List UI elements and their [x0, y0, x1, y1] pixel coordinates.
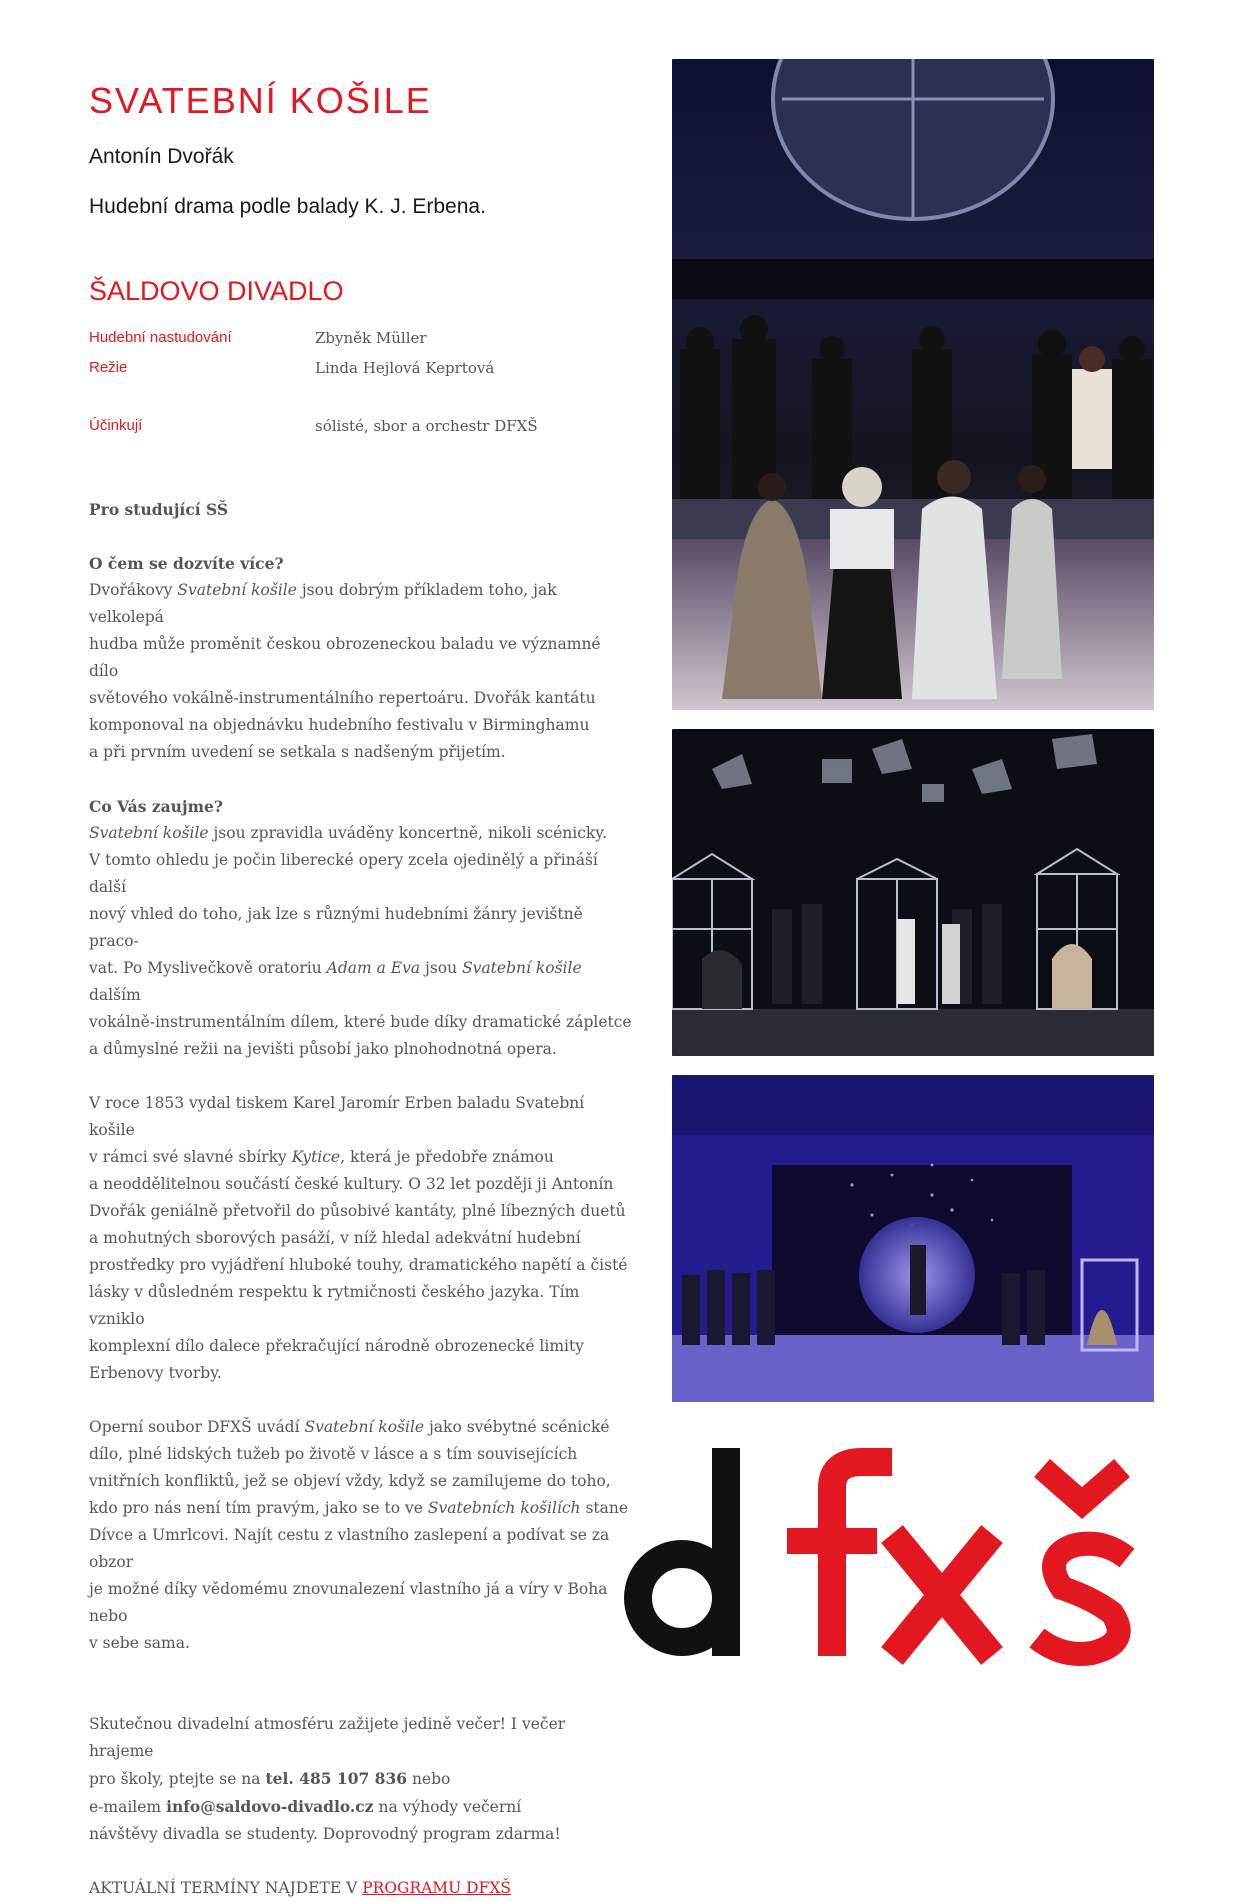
logo-s — [1037, 1544, 1127, 1654]
paragraph-line: Skutečnou divadelní atmosféru zažijete jedině večer! I večer hrajeme — [89, 1715, 566, 1760]
logo-d-stem — [712, 1448, 740, 1656]
page-title: SVATEBNÍ KOŠILE — [89, 80, 432, 121]
phone-number: tel. 485 107 836 — [265, 1769, 408, 1788]
body-text — [89, 496, 634, 1902]
venue-heading: ŠALDOVO DIVADLO — [89, 276, 344, 306]
section-heading: Co Vás zaujme? — [89, 797, 223, 816]
paragraph-line: světového vokálně-instrumentálního repertoáru. Dvořák kantátu — [89, 689, 596, 707]
credit-name: Zbyněk Müller — [315, 329, 427, 347]
paragraph-line: a neoddělitelnou součástí české kultury. O 32 let později ji Antonín — [89, 1175, 614, 1193]
paragraph-line: v sebe sama. — [89, 1634, 190, 1652]
paragraph-line: V tomto ohledu je počin liberecké opery zcela ojedinělý a přináší další — [89, 851, 598, 896]
section-heading: O čem se dozvíte více? — [89, 554, 284, 573]
paragraph-line: pro školy, ptejte se na tel. 485 107 836 nebo — [89, 1769, 451, 1788]
dfxs-logo — [622, 1448, 1162, 1668]
paragraph-line: a při prvním uvedení se setkala s nadšeným přijetím. — [89, 743, 506, 761]
paragraph-line: v rámci své slavné sbírky Kytice, která je předobře známou — [89, 1148, 554, 1166]
paragraph-line: návštěvy divadla se studenty. Doprovodný program zdarma! — [89, 1825, 561, 1843]
credit-role: Účinkují — [89, 417, 143, 434]
stage-photo-globe — [672, 1075, 1154, 1402]
paragraph-line: vnitřních konfliktů, jež se objeví vždy, když se zamilujeme do toho, — [89, 1472, 611, 1490]
credit-name: Linda Hejlová Keprtová — [315, 359, 495, 377]
paragraph-line: Svatební košile jsou zpravidla uváděny koncertně, nikoli scénicky. — [89, 824, 607, 842]
credit-music — [89, 329, 609, 351]
paragraph-line: dílo, plné lidských tužeb po životě v lásce a s tím souvisejících — [89, 1445, 578, 1463]
paragraph-line: a důmyslné režii na jevišti působí jako plnohodnotná opera. — [89, 1040, 557, 1058]
paragraph-line: nový vhled do toho, jak lze s různými hudebními žánry jevištně praco- — [89, 905, 583, 950]
paragraph-line: komponoval na objednávku hudebního festivalu v Birminghamu — [89, 716, 590, 734]
paragraph-line: a mohutných sborových pasáží, v níž hledal adekvátní hudební — [89, 1229, 581, 1247]
credit-name: sólisté, sbor a orchestr DFXŠ — [315, 417, 538, 435]
credit-role: Hudební nastudování — [89, 329, 232, 346]
stage-photo-clock — [672, 59, 1154, 710]
subtitle: Hudební drama podle balady K. J. Erbena. — [89, 195, 486, 218]
paragraph-line: Erbenovy tvorby. — [89, 1364, 222, 1382]
paragraph-line: e-mailem info@saldovo-divadlo.cz na výhody večerní — [89, 1797, 522, 1816]
audience-heading: Pro studující SŠ — [89, 500, 229, 519]
credit-role: Režie — [89, 359, 128, 376]
credit-direction — [89, 359, 609, 381]
composer-name: Antonín Dvořák — [89, 145, 234, 168]
paragraph-line: Dívce a Umrlcovi. Najít cestu z vlastního zaslepení a podívat se za obzor — [89, 1526, 610, 1571]
stage-photo-houses — [672, 729, 1154, 1056]
paragraph-line: Operní soubor DFXŠ uvádí Svatební košile jako svébytné scénické — [89, 1418, 610, 1436]
dates-line: AKTUÁLNÍ TERMÍNY NAJDETE V PROGRAMU DFXŠ — [89, 1879, 511, 1897]
paragraph-line: vokálně-instrumentálním dílem, které bude díky dramatické zápletce — [89, 1013, 632, 1031]
logo-f — [832, 1462, 892, 1656]
paragraph-line: kdo pro nás není tím pravým, jako se to ve Svatebních košilích stane — [89, 1499, 629, 1517]
program-link[interactable]: PROGRAMU DFXŠ — [362, 1879, 511, 1897]
paragraph-line: komplexní dílo dalece překračující národně obrozenecké limity — [89, 1337, 584, 1355]
paragraph-line: hudba může proměnit českou obrozeneckou baladu ve významné dílo — [89, 635, 601, 680]
email-address[interactable]: info@saldovo-divadlo.cz — [166, 1797, 374, 1816]
paragraph-line: Dvořákovy Svatební košile jsou dobrým příkladem toho, jak velkolepá — [89, 581, 557, 626]
paragraph-line: V roce 1853 vydal tiskem Karel Jaromír Erben baladu Svatební košile — [89, 1094, 585, 1139]
paragraph-line: je možné díky vědomému znovunalezení vlastního já a víry v Boha nebo — [89, 1580, 608, 1625]
paragraph-line: vat. Po Myslivečkově oratoriu Adam a Eva jsou Svatební košile dalším — [89, 959, 582, 1004]
paragraph-line: prostředky pro vyjádření hluboké touhy, dramatického napětí a čisté — [89, 1256, 628, 1274]
credit-cast — [89, 417, 609, 439]
logo-caron — [1042, 1468, 1122, 1503]
paragraph-line: lásky v důsledném respektu k rytmičnosti českého jazyka. Tím vzniklo — [89, 1283, 580, 1328]
paragraph-line: Dvořák geniálně přetvořil do působivé kantáty, plné líbezných duetů — [89, 1202, 626, 1220]
